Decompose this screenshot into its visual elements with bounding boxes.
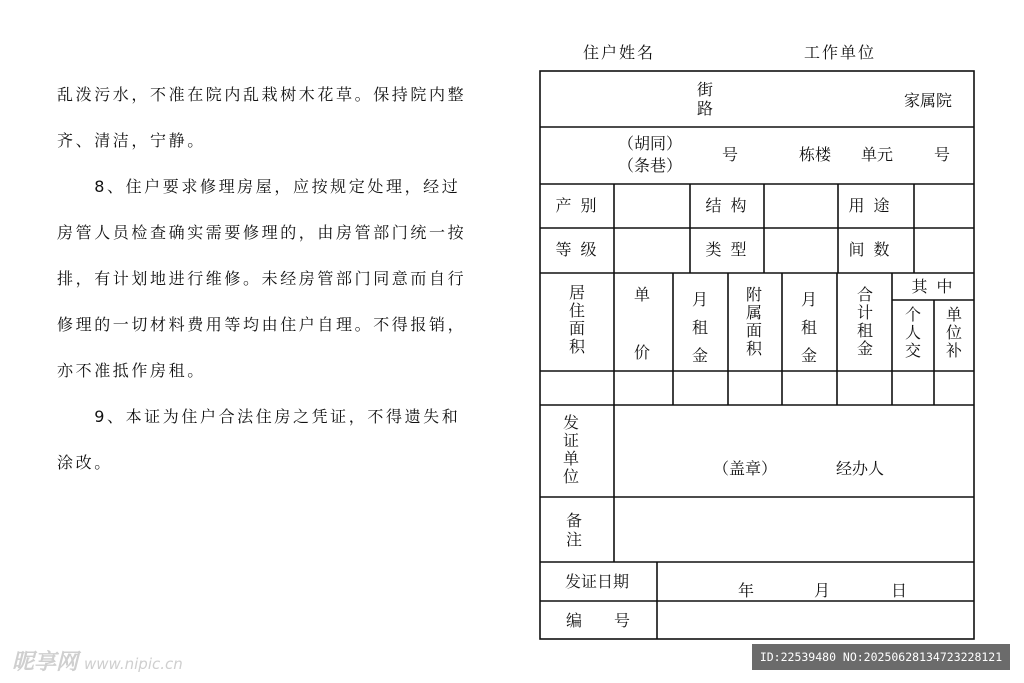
text-line: 齐、清洁，宁静。 (57, 131, 206, 150)
unit-subsidy-label: 单 位 补 (945, 305, 962, 360)
number-label: 号 (721, 145, 738, 164)
hutong-label: （胡同） (617, 134, 682, 153)
year-label: 年 (737, 581, 754, 600)
issuer-label: 发 证 单 位 (562, 413, 579, 486)
header-employer-label: 工作单位 (804, 43, 877, 62)
tiaoxiang-label: （条巷） (617, 156, 682, 175)
issue-date-label: 发证日期 (564, 572, 629, 591)
watermark-brand: 昵享网 (12, 650, 79, 675)
month-label: 月 (813, 581, 830, 600)
unit-price-bottom-label: 价 (633, 343, 650, 362)
text-line: 乱泼污水，不准在院内乱栽树木花草。保持院内整 (57, 85, 467, 104)
street-label: 街 (696, 80, 713, 99)
room-number-label: 号 (933, 145, 950, 164)
attached-area-label: 附 属 面 积 (745, 285, 762, 358)
text-line: 涂改。 (57, 453, 113, 472)
text-line: 房管人员检查确实需要修理的，由房管部门统一按 (57, 223, 467, 242)
text-line: 9、本证为住户合法住房之凭证，不得遗失和 (57, 407, 461, 426)
unit-price-top-label: 单 (633, 285, 650, 304)
handler-label: 经办人 (835, 459, 884, 478)
total-rent-label: 合 计 租 金 (856, 285, 873, 358)
text-line: 排，有计划地进行维修。未经房管部门同意而自行 (57, 269, 467, 288)
monthly-rent-2-label: 月 租 金 (800, 290, 817, 365)
monthly-rent-label: 月 租 金 (691, 290, 708, 365)
day-label: 日 (890, 581, 907, 600)
watermark-url: www.nipic.cn (84, 655, 183, 673)
road-label: 路 (696, 99, 713, 118)
type-label: 类 型 (705, 240, 749, 259)
serial-label: 编 号 (565, 611, 630, 630)
living-area-label: 居 住 面 积 (568, 283, 585, 356)
compound-label: 家属院 (903, 91, 952, 110)
image-id-bar: ID:22539480 NO:20250628134723228121 (752, 644, 1010, 670)
text-line: 修理的一切材料费用等均由住户自理。不得报销， (57, 315, 467, 334)
header-name-label: 住户姓名 (583, 43, 656, 62)
usage-label: 用 途 (848, 196, 892, 215)
text-line: 8、住户要求修理房屋，应按规定处理，经过 (57, 177, 461, 196)
structure-label: 结 构 (705, 196, 749, 215)
personal-label: 个 人 交 (904, 305, 921, 360)
watermark-logo (12, 645, 183, 676)
of-which-label: 其 中 (911, 277, 955, 296)
grade-label: 等 级 (555, 240, 599, 259)
text-line: 亦不准抵作房租。 (57, 361, 206, 380)
room-count-label: 间 数 (848, 240, 892, 259)
building-label: 栋楼 (798, 145, 831, 164)
seal-label: （盖章） (712, 459, 777, 478)
remarks-label: 备 注 (565, 511, 582, 549)
category-label: 产 别 (555, 196, 599, 215)
unit-label: 单元 (860, 145, 893, 164)
